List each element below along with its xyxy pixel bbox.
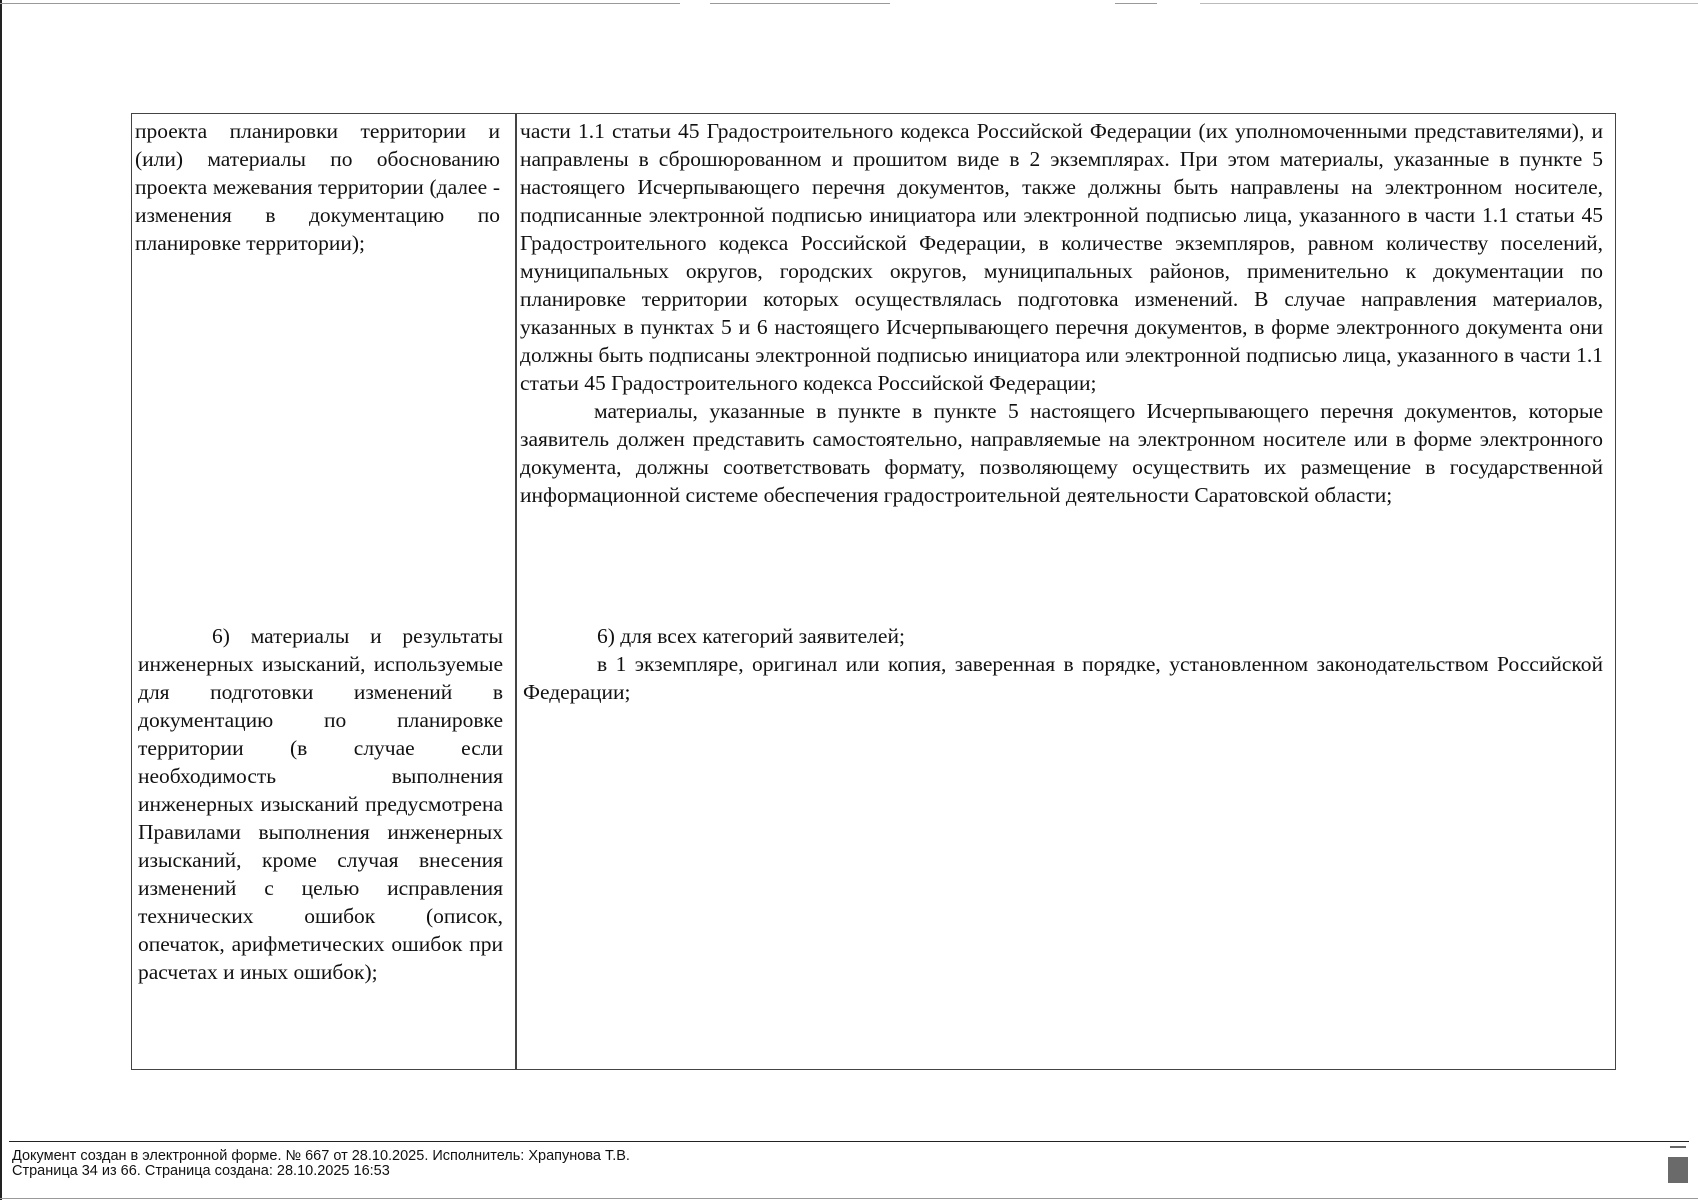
footer-line-document-info: Документ создан в электронной форме. № 667 от 28.10.2025. Исполнитель: Храпунова Т.В. (12, 1148, 630, 1164)
right-cell-paragraph: части 1.1 статьи 45 Градостроительного кодекса Российской Федерации (их уполномоченными представителями), и направлены в сброшюрованном и прошитом виде в 2 экземплярах. При этом материалы, указанные в пункте 5 настоящего Исчерпывающего перечня документов, также должны быть направлены на электронном носителе, подписанные электронной подписью инициатора или электронной подписью лица, указанного в части 1.1 статьи 45 Градостроительного кодекса Российской Федерации, в количестве экземпляров, равном количеству поселений, муниципальных округов, городских округов, муниципальных районов, применительно к документации по планировке территории которых осуществлялась подготовка изменений. В случае направления материалов, указанных в пунктах 5 и 6 настоящего Исчерпывающего перечня документов, в форме электронного документа они должны быть подписаны электронной подписью инициатора или электронной подписью лица, указанного в части 1.1 статьи 45 Градостроительного кодекса Российской Федерации; (520, 119, 1603, 395)
scan-edge-left (0, 0, 2, 1200)
scan-edge-top (1115, 3, 1157, 4)
left-cell-continued (135, 117, 500, 257)
right-cell-item-6 (523, 622, 1603, 706)
right-cell-paragraph: в 1 экземпляре, оригинал или копия, заверенная в порядке, установленном законодательством Российской Федерации; (523, 652, 1603, 704)
printer-mark-icon (1668, 1146, 1688, 1183)
scan-edge-bottom (0, 1198, 1698, 1199)
footer-line-page-info: Страница 34 из 66. Страница создана: 28.10.2025 16:53 (12, 1163, 390, 1179)
right-cell-continued (520, 117, 1603, 509)
document-footer (12, 1149, 630, 1179)
right-cell-paragraph: 6) для всех категорий заявителей; (597, 624, 905, 648)
right-cell-paragraph: материалы, указанные в пункте в пункте 5 настоящего Исчерпывающего перечня документов, которые заявитель должен представить самостоятельно, направляемые на электронном носителе или в форме электронного документа, должны соответствовать формату, позволяющему осуществить их размещение в государственной информационной системе обеспечения градостроительной деятельности Саратовской области; (520, 399, 1603, 507)
left-cell-item-6 (138, 622, 503, 986)
column-divider (515, 114, 517, 1069)
scan-edge-top (710, 3, 890, 4)
left-cell-text: 6) материалы и результаты инженерных изысканий, используемые для подготовки изменений в документацию по планировке территории (в случае если необходимость выполнения инженерных изысканий предусмотрена Правилами выполнения инженерных изысканий, кроме случая внесения изменений с целью исправления технических ошибок (описок, опечаток, арифметических ошибок при расчетах и иных ошибок); (138, 624, 503, 984)
scan-edge-top (1200, 3, 1698, 4)
scan-edge-top (0, 3, 680, 4)
footer-divider (9, 1141, 1689, 1142)
left-cell-text: проекта планировки территории и (или) материалы по обоснованию проекта межевания территории (далее - изменения в документацию по планировке территории); (135, 119, 500, 255)
document-table (131, 113, 1616, 1070)
